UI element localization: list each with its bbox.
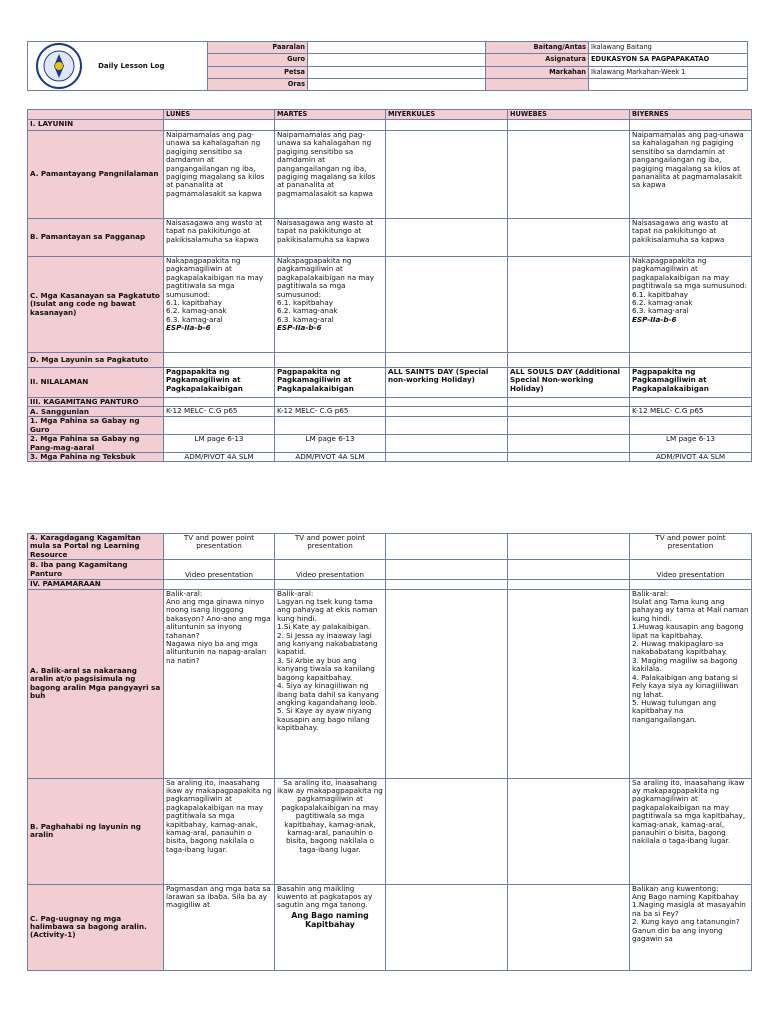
row-label: 2. Mga Pahina sa Gabay ng Pang-mag-aaral bbox=[28, 435, 164, 453]
row-balik-aral bbox=[28, 589, 752, 778]
row-iba-pang-kagamitan bbox=[28, 560, 752, 580]
cell-monday: LM page 6-13 bbox=[164, 435, 275, 453]
story-title: Ang Bago naming Kapitbahay bbox=[291, 910, 369, 929]
cell-friday: K-12 MELC- C.G p65 bbox=[630, 407, 752, 417]
row-pamantayan-sa-pagganap bbox=[28, 219, 752, 257]
cell-tuesday: Nakapagpapakita ng pagkamagiliwin at pagkapalakaibigan na may pagtitiwala sa mga sumusunod: 6.1. kapitbahay 6.2. kamag-anak 6.3. kamag-aral ESP-IIa-b-6 bbox=[275, 257, 386, 353]
row-label: B. Iba pang Kagamitang Panturo bbox=[28, 560, 164, 580]
row-label: B. Paghahabi ng layunin ng aralin bbox=[28, 778, 164, 884]
competency-code: ESP-IIa-b-6 bbox=[277, 323, 322, 333]
cell-monday: Pagmasdan ang mga bata sa larawan sa ibaba. Sila ba ay magigiliw at bbox=[164, 884, 275, 970]
cell-tuesday: ADM/PIVOT 4A SLM bbox=[275, 453, 386, 462]
days-header-row bbox=[28, 110, 752, 120]
header-table bbox=[27, 41, 748, 91]
row-gabay-ng-mag-aaral bbox=[28, 435, 752, 453]
day-header-friday: BIYERNES bbox=[630, 110, 752, 120]
section-row-layunin bbox=[28, 120, 752, 131]
cell-monday: Pagpapakita ng Pagkamagiliwin at Pagkapalakaibigan bbox=[164, 368, 275, 398]
cell-tuesday: Sa araling ito, inaasahang ikaw ay makapagpapakita ng pagkamagiliwin at pagkapalakaibigan na may pagtitiwala sa mga kapitbahay, kamag-anak, kamag-aral, panauhin o bisita, bagong nakilala o taga-ibang lugar. bbox=[275, 778, 386, 884]
cell-friday: Video presentation bbox=[630, 560, 752, 580]
cell-monday: TV and power point presentation bbox=[164, 534, 275, 560]
holiday-wednesday: ALL SAINTS DAY (Special non-working Holiday) bbox=[386, 368, 508, 398]
cell-monday: Nakapagpapakita ng pagkamagiliwin at pagkapalakaibigan na may pagtitiwala sa mga sumusunod: 6.1. kapitbahay 6.2. kamag-anak 6.3. kamag-aral ESP-IIa-b-6 bbox=[164, 257, 275, 353]
row-mga-kasanayan bbox=[28, 257, 752, 353]
corner-cell bbox=[28, 110, 164, 120]
row-nilalaman bbox=[28, 368, 752, 398]
section-row-pamamaraan bbox=[28, 580, 752, 589]
cell-friday: Naipamamalas ang pag-unawa sa kahalagahan ng pagiging sensitibo sa damdamin at pangangailangan ng iba, pagiging magalang sa kilos at pananalita at pagmamalasakit sa kapwa bbox=[630, 131, 752, 219]
day-header-thursday: HUWEBES bbox=[508, 110, 630, 120]
value-paaralan[interactable] bbox=[308, 42, 486, 54]
cell-tuesday: Balik-aral: Lagyan ng tsek kung tama ang pahayag at ekis naman kung hindi. 1.Si Kate ay palakaibigan. 2. Si Jessa ay inaaway lagi ang kanyang nakababatang kapatid. 3. Si Arbie ay buo ang kanyang tiwala sa kanilang bagong kapaitbahay. 4. Siya ay kinagiiliwan ng ibang bata dahil sa kanyang angking kagandahang loob. 5. Si Kaye ay ayaw niyang kausapin ang bago nilang kapitbahay. bbox=[275, 589, 386, 778]
cell-tuesday: Naisasagawa ang wasto at tapat na pakikitungo at pakikisalamuha sa kapwa bbox=[275, 219, 386, 257]
cell-tuesday: TV and power point presentation bbox=[275, 534, 386, 560]
label-oras: Oras bbox=[208, 78, 308, 90]
cell-friday: Naisasagawa ang wasto at tapat na pakikitungo at pakikisalamuha sa kapwa bbox=[630, 219, 752, 257]
row-label: A. Balik-aral sa nakaraang aralin at/o pagsisimula ng bagong aralin Mga pangyayri sa buh bbox=[28, 589, 164, 778]
row-teksbuk bbox=[28, 453, 752, 462]
label-asignatura: Asignatura bbox=[486, 54, 589, 66]
cell-tuesday: Pagpapakita ng Pagkamagiliwin at Pagkapalakaibigan bbox=[275, 368, 386, 398]
section-kagamitan: III. KAGAMITANG PANTURO bbox=[28, 398, 164, 407]
empty-value-cell bbox=[589, 78, 748, 90]
holiday-thursday: ALL SOULS DAY (Additional Special Non-working Holiday) bbox=[508, 368, 630, 398]
section-row-kagamitan bbox=[28, 398, 752, 407]
competency-code: ESP-IIa-b-6 bbox=[632, 314, 677, 324]
cell-tuesday: LM page 6-13 bbox=[275, 435, 386, 453]
cell-tuesday: Basahin ang maikling kuwento at pagkatapos ay sagutin ang mga tanong. Ang Bago naming Kapitbahay bbox=[275, 884, 386, 970]
row-label: A. Pamantayang Pangnilalaman bbox=[28, 131, 164, 219]
empty-label-cell bbox=[486, 78, 589, 90]
label-baitang: Baitang/Antas bbox=[486, 42, 589, 54]
row-label: A. Sanggunian bbox=[28, 407, 164, 417]
cell-monday: K-12 MELC- C.G p65 bbox=[164, 407, 275, 417]
row-label: 1. Mga Pahina sa Gabay ng Guro bbox=[28, 417, 164, 435]
cell-monday: Naisasagawa ang wasto at tapat na pakikitungo at pakikisalamuha sa kapwa bbox=[164, 219, 275, 257]
label-paaralan: Paaralan bbox=[208, 42, 308, 54]
cell-monday: Video presentation bbox=[164, 560, 275, 580]
row-pamantayang-pangnilalaman bbox=[28, 131, 752, 219]
deped-seal-icon bbox=[30, 42, 88, 90]
cell-thursday bbox=[508, 131, 630, 219]
value-petsa[interactable] bbox=[308, 66, 486, 78]
value-baitang[interactable]: Ikalawang Baitang bbox=[589, 42, 748, 54]
cell-monday: ADM/PIVOT 4A SLM bbox=[164, 453, 275, 462]
lesson-table-part1 bbox=[27, 109, 752, 462]
lesson-table-part2 bbox=[27, 533, 752, 971]
value-asignatura[interactable]: EDUKASYON SA PAGPAPAKATAO bbox=[589, 54, 748, 66]
section-layunin: I. LAYUNIN bbox=[28, 120, 164, 131]
row-label: 3. Mga Pahina ng Teksbuk bbox=[28, 453, 164, 462]
cell-tuesday: Naipamamalas ang pag-unawa sa kahalagahan ng pagiging sensitibo sa damdamin at pangangailangan ng iba, pagiging magalang sa kilos at pananalita at pagmamalasakit sa kapwa bbox=[275, 131, 386, 219]
row-paghahabi bbox=[28, 778, 752, 884]
row-label: 4. Karagdagang Kagamitan mula sa Portal ng Learning Resource bbox=[28, 534, 164, 560]
cell-wednesday bbox=[386, 131, 508, 219]
cell-tuesday: Video presentation bbox=[275, 560, 386, 580]
label-guro: Guro bbox=[208, 54, 308, 66]
document-title: Daily Lesson Log bbox=[98, 62, 165, 70]
cell-monday: Sa araling ito, inaasahang ikaw ay makapagpapakita ng pagkamagiliwin at pagkapalakaibigan na may pagtitiwala sa mga kapitbahay, kamag-anak, kamag-aral, panauhin o bisita, bagong nakilala o taga-ibang lugar. bbox=[164, 778, 275, 884]
row-karagdagang-kagamitan bbox=[28, 534, 752, 560]
cell-friday: LM page 6-13 bbox=[630, 435, 752, 453]
value-oras[interactable] bbox=[308, 78, 486, 90]
logo-cell bbox=[28, 42, 208, 91]
day-header-tuesday: MARTES bbox=[275, 110, 386, 120]
row-label: C. Pag-uugnay ng mga halimbawa sa bagong aralin. (Activity-1) bbox=[28, 884, 164, 970]
label-petsa: Petsa bbox=[208, 66, 308, 78]
row-sanggunian bbox=[28, 407, 752, 417]
day-header-monday: LUNES bbox=[164, 110, 275, 120]
row-label: B. Pamantayan sa Pagganap bbox=[28, 219, 164, 257]
cell-friday: Pagpapakita ng Pagkamagiliwin at Pagkapalakaibigan bbox=[630, 368, 752, 398]
row-label: D. Mga Layunin sa Pagkatuto bbox=[28, 353, 164, 368]
row-mga-layunin bbox=[28, 353, 752, 368]
section-nilalaman: II. NILALAMAN bbox=[28, 368, 164, 398]
cell-friday: TV and power point presentation bbox=[630, 534, 752, 560]
cell-friday: Balikan ang kuwentong: Ang Bago naming Kapitbahay 1.Naging masigla at masayahin na ba si Fey? 2. Kung kayo ang tatanungin? Ganun din ba ang inyong gagawin sa bbox=[630, 884, 752, 970]
row-gabay-ng-guro bbox=[28, 417, 752, 435]
cell-monday: Balik-aral: Ano ang mga ginawa ninyo noong isang linggong bakasyon? Ano-ano ang mga alituntunin sa inyong tahanan? Nagawa niyo ba ang mga alituntunin na napag-aralan na natin? bbox=[164, 589, 275, 778]
section-pamamaraan: IV. PAMAMARAAN bbox=[28, 580, 164, 589]
cell-friday: Nakapagpapakita ng pagkamagiliwin at pagkapalakaibigan na may pagtitiwala sa mga sumusunod: 6.1. kapitbahay 6.2. kamag-anak 6.3. kamag-aral ESP-IIa-b-6 bbox=[630, 257, 752, 353]
cell-tuesday: K-12 MELC- C.G p65 bbox=[275, 407, 386, 417]
competency-code: ESP-IIa-b-6 bbox=[166, 323, 211, 333]
cell-monday: Naipamamalas ang pag-unawa sa kahalagahan ng pagiging sensitibo sa damdamin at pangangailangan ng iba, pagiging magalang sa kilos at pananalita at pagmamalasakit sa kapwa bbox=[164, 131, 275, 219]
row-label: C. Mga Kasanayan sa Pagkatuto (Isulat ang code ng bawat kasanayan) bbox=[28, 257, 164, 353]
cell-friday: Balik-aral: Isulat ang Tama kung ang pahayag ay tama at Mali naman kung hindi. 1.Huwag kausapin ang bagong lipat na kapitbahay. 2. Huwag makipaglaro sa nakababatang kapitbahay. 3. Maging magiliw sa bagong kakilala. 4. Palakaibigan ang batang si Fely kaya siya ay kinagiiliwan ng lahat. 5. Huwag tulungan ang kapitbahay na nangangailangan. bbox=[630, 589, 752, 778]
label-markahan: Markahan bbox=[486, 66, 589, 78]
cell-friday: ADM/PIVOT 4A SLM bbox=[630, 453, 752, 462]
cell-friday: Sa araling ito, inaasahang ikaw ay makapagpapakita ng pagkamagiliwin at pagkapalakaibigan na may pagtitiwala sa mga kapitbahay, kamag-anak, kamag-aral, panauhin o bisita, bagong nakilala o taga-ibang lugar. bbox=[630, 778, 752, 884]
value-markahan[interactable]: Ikalawang Markahan-Week 1 bbox=[589, 66, 748, 78]
day-header-wednesday: MIYERKULES bbox=[386, 110, 508, 120]
value-guro[interactable] bbox=[308, 54, 486, 66]
row-pag-uugnay bbox=[28, 884, 752, 970]
